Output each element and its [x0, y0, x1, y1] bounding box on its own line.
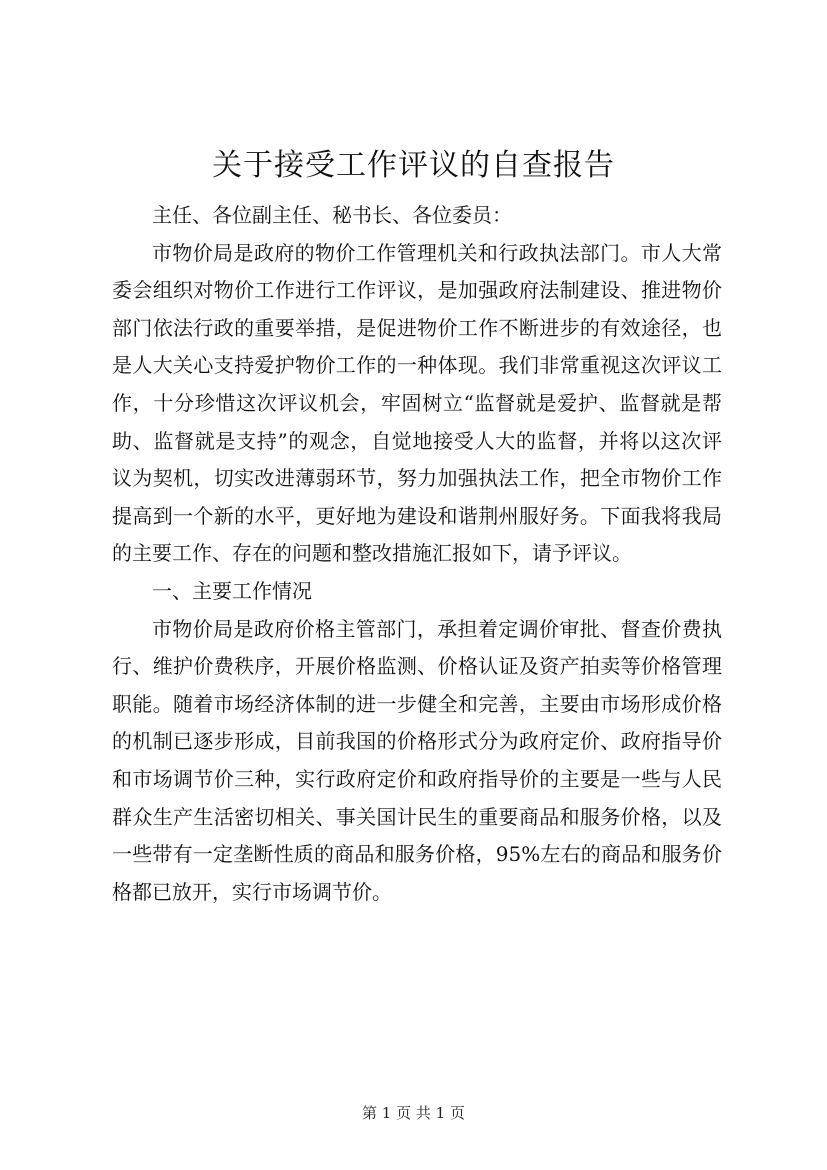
document-title: 关于接受工作评议的自查报告	[212, 148, 615, 183]
paragraph-intro: 市物价局是政府的物价工作管理机关和行政执法部门。市人大常委会组织对物价工作进行工作评议，是加强政府法制建设、推进物价部门依法行政的重要举措，是促进物价工作不断进步的有效途径，也是人大关心支持爱护物价工作的一种体现。我们非常重视这次评议工作，十分珍惜这次评议机会，牢固树立“监督就是爱护、监督就是帮助、监督就是支持”的观念，自觉地接受人大的监督，并将以这次评议为契机，切实改进薄弱环节，努力加强执法工作，把全市物价工作提高到一个新的水平，更好地为建设和谐荆州服好务。下面我将我局的主要工作、存在的问题和整改措施汇报如下，请予评议。	[112, 240, 722, 566]
section-heading: 一、主要工作情况	[152, 578, 312, 603]
salutation: 主任、各位副主任、秘书长、各位委员：	[152, 203, 512, 227]
paragraph-main-work: 市物价局是政府价格主管部门，承担着定调价审批、督查价费执行、维护价费秩序，开展价格监测、价格认证及资产拍卖等价格管理职能。随着市场经济体制的进一步健全和完善，主要由市场形成价格的机制已逐步形成，目前我国的价格形式分为政府定价、政府指导价和市场调节价三种，实行政府定价和政府指导价的主要是一些与人民群众生产生活密切相关、事关国计民生的重要商品和服务价格，以及一些带有一定垄断性质的商品和服务价格，95%左右的商品和服务价格都已放开，实行市场调节价。	[112, 616, 722, 904]
page-footer: 第 1 页 共 1 页	[362, 1104, 465, 1122]
document-body	[112, 197, 722, 911]
